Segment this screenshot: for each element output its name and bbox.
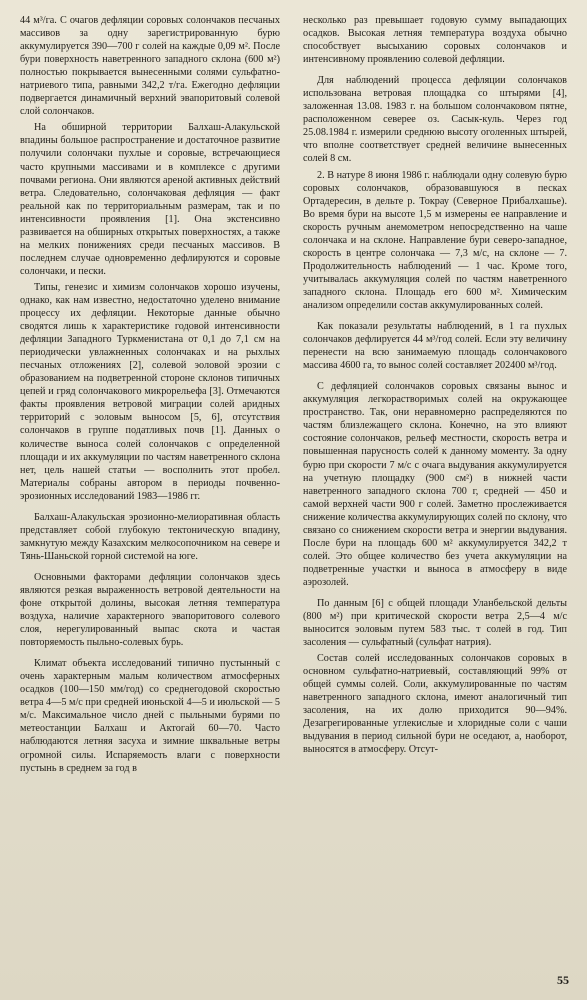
right-paragraph: 2. В натуре 8 июня 1986 г. наблюдали одну солевую бурю соровых солончаков, образовавшуюся в песках Ортадересин, в дельте р. Токрау (Северное Прибалхашье). Во время бури на высоте 1,5 м измерены ее направление и скорость ручным анемометром непосредственно на чаше солончака и на склоне. Направление бури северо-западное, скорость в центре солончака — 7,3 м/с, на склоне — 7. Продолжительность наблюдений — 1 час. Кроме того, учитывалась аккумуляция солей по частям наветренного западного склона. Площадь его 600 м². Химическим анализом определили состав аккумулированных солей. xyxy=(303,169,567,311)
right-paragraph: несколько раз превышает годовую сумму выпадающих осадков. Высокая летняя температура воздуха обычно способствует высыханию соровых солончаков и интенсивному проявлению солевой дефляции. xyxy=(303,15,567,66)
right-paragraph: Для наблюдений процесса дефляции солончаков использована ветровая площадка со штырями [4], заложенная 13.08. 1983 г. на большом солончаковом пятне, расположенном северее оз. Сасык-куль. Через год 25.08.1984 г. измерили среднюю высоту оголенных штырей, что вполне соответствует средней величине вынесенных солей 8 см. xyxy=(303,75,567,165)
right-paragraph: По данным [6] с общей площади Уланбельской дельты (800 м²) при критической скорости ветра 2,5—4 м/с выносится эоловым путем 583 тыс. т солей в год. Тип засоления — сульфатный (сульфат натрия). xyxy=(303,597,567,649)
left-paragraph: Типы, генезис и химизм солончаков хорошо изучены, однако, как нам известно, недостаточно уделено внимание процессу их дефляции. Некоторые данные обычно сводятся лишь к характеристике годовой интенсивности дефляции Западного Туркменистана от 0,1 до 7,1 см на периодически увлажненных солончаках и на рыхлых песчаных отложениях [2], солевой эоловой эрозии с образованием на подветренной стороне склонов типичных цепей и гряд солончакового микрорельефа [3]. Отмечаются факты проявления ветровой миграции солей аридных территорий с эоловым выносом [5, 6], отсутствия солончаков в группе податливых почв [1]. Данных о количестве выноса солей солончаков с определенной площади и их аккумуляции по частям наветренного склона нет, цель нашей статьи — восполнить этот пробел. Материалы собраны автором в периоды почвенно-эрозионных исследований 1983—1986 гг. xyxy=(20,281,280,502)
right-paragraph: С дефляцией солончаков соровых связаны вынос и аккумуляция легкорастворимых солей на окружающее пространство. Так, они неравномерно распределяются по частям близлежащего склона. Конечно, на это влияют состояние солончаков, рельеф местности, скорость ветра и повышенная парусность солей к данному моменту. За одну бурю при скорости 7 м/с с очага выдувания аккумулируется на учетную площадку (900 см²) в нижней части наветренного западного склона 700 г, средней — 450 и самой верхней части 900 г солей. Заметно прослеживается снижение количества аккумулирующих солей по склону, что связано со снижением скорости ветра и энергии выдувания. После бури на площадь 600 м² аккумулируется 342,2 т солей. Это общее количество без учета аккумуляции на подветренные участки и выноса в атмосферу в виде аэрозолей. xyxy=(303,381,567,588)
left-paragraph: Основными факторами дефляции солончаков здесь являются резкая выраженность ветровой деятельности на фоне открытой долины, высокая летняя температура воздуха, наличие характерного эвапоритового солевого слоя, нерегулированный выпас скота и частая повторяемость пыльно-солевых бурь. xyxy=(20,571,280,649)
right-column xyxy=(303,14,567,760)
right-paragraph: Как показали результаты наблюдений, в 1 га пухлых солончаков дефлируется 44 м³/год солей. Если эту величину перенести на всю занимаемую площадь солончакового массива 4600 га, то вынос солей составляет 202400 м³/год. xyxy=(303,321,567,372)
left-column xyxy=(20,14,280,778)
left-paragraph: Климат объекта исследований типично пустынный с очень характерным малым количеством атмосферных осадков (100—150 мм/год) со среднегодовой скоростью ветра 4—5 м/с при средней июньской 4—5 и июльской — 5 м/с. Максимальное число дней с пыльными бурями по метеостанции Балхаш и Актогай 60—70. Часто наблюдаются летняя засуха и зимние шквальные ветры огромной силы. Испаряемость влаги с поверхности пустынь в среднем за год в xyxy=(20,658,280,774)
page-number: 55 xyxy=(557,973,569,987)
left-paragraph: 44 м³/га. С очагов дефляции соровых солончаков песчаных массивов за одну зарегистрированную бурю аккумулируется 390—700 г солей на каждые 0,09 м². После бури поверхность наветренного западного склона (600 м²) полностью покрывается вынесенными солями сульфатно-натриевого типа, равными 342,2 т/га. Ежегодно дефляции подвергается динамичный верхний эвапоритовый солевой слой солончаков. xyxy=(20,15,280,118)
left-paragraph: На обширной территории Балхаш-Алакульской впадины большое распространение и достаточное развитие получили солончаки пухлые и соровые, встречающиеся часто крупными массивами и в комплексе с другими почвами региона. Они являются ареной активных действий ветра. Следовательно, солончаковая дефляция — факт реальной как по территориальным размерам, так и по интенсивности проявления [1]. Она экстенсивно развивается на обширных открытых поверхностях, а также на мелких понижениях среди песчаных массивов. В последнем случае одновременно дефлируются и соровые солончаки, и пески. xyxy=(20,122,280,277)
left-paragraph: Балхаш-Алакульская эрозионно-мелиоративная область представляет собой глубокую тектоническую впадину, замкнутую между Казахским мелкосопочником на севере и Тянь-Шаньской горной системой на юге. xyxy=(20,511,280,562)
right-paragraph: Состав солей исследованных солончаков соровых в основном сульфатно-натриевый, составляющий 99% от общей суммы солей. Соли, аккумулированные по частям наветренного западного склона, имеют аналогичный тип засоления, на их долю приходится 90—94%. Дезагрегированные углекислые и хлоридные соли с чаши выдувания в период сильной бури не оседают, а, наоборот, выносятся в атмосферу. Отсут- xyxy=(303,653,567,756)
